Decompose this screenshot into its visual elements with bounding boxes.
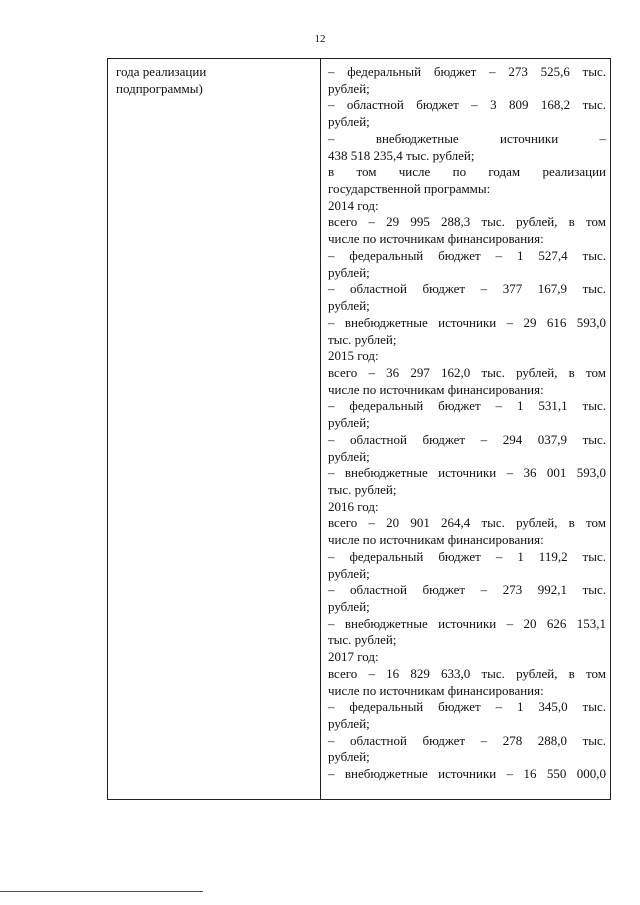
right-cell-line: рублей; [328, 80, 370, 96]
right-cell-line: – федеральный бюджет – 1 119,2 тыс. [328, 548, 606, 564]
right-cell-line: всего – 20 901 264,4 тыс. рублей, в том [328, 515, 606, 531]
right-cell-line: рублей; [328, 448, 370, 464]
right-cell-line: – областной бюджет – 294 037,9 тыс. [328, 431, 606, 447]
right-cell-line: рублей; [328, 716, 370, 732]
right-cell-line: числе по источникам финансирования: [328, 231, 544, 247]
page-number: 12 [314, 33, 326, 45]
right-cell-line: – внебюджетные источники – 29 616 593,0 [328, 314, 606, 330]
right-cell-line: тыс. рублей; [328, 481, 397, 497]
right-cell-line: 2016 год: [328, 498, 379, 514]
right-cell-line: рублей; [328, 298, 370, 314]
right-cell-line: – внебюджетные источники – 20 626 153,1 [328, 615, 606, 631]
right-cell-line: рублей; [328, 749, 370, 765]
right-cell-line: всего – 29 995 288,3 тыс. рублей, в том [328, 214, 606, 230]
funding-table [107, 58, 611, 800]
right-cell-line: 2014 год: [328, 197, 379, 213]
right-cell-line: 2017 год: [328, 649, 379, 665]
right-cell-line: рублей; [328, 565, 370, 581]
right-cell-line: рублей; [328, 114, 370, 130]
right-cell-line: тыс. рублей; [328, 331, 397, 347]
right-cell-line: – внебюджетные источники – 36 001 593,0 [328, 465, 606, 481]
right-cell-line: государственной программы: [328, 181, 491, 197]
table-left-cell [116, 64, 311, 97]
right-cell-line: числе по источникам финансирования: [328, 381, 544, 397]
right-cell-line: 2015 год: [328, 348, 379, 364]
right-cell-line: – областной бюджет – 3 809 168,2 тыс. [328, 97, 606, 113]
right-cell-line: рублей; [328, 264, 370, 280]
left-cell-line: года реализации [116, 64, 207, 79]
right-cell-line: – федеральный бюджет – 1 345,0 тыс. [328, 699, 606, 715]
right-cell-line: – федеральный бюджет – 1 527,4 тыс. [328, 247, 606, 263]
right-cell-line: – областной бюджет – 278 288,0 тыс. [328, 732, 606, 748]
right-cell-line: числе по источникам финансирования: [328, 682, 544, 698]
right-cell-line: в том числе по годам реализации [328, 164, 606, 180]
right-cell-line: всего – 36 297 162,0 тыс. рублей, в том [328, 364, 606, 380]
right-cell-line: всего – 16 829 633,0 тыс. рублей, в том [328, 665, 606, 681]
right-cell-line: рублей; [328, 599, 370, 614]
right-cell-line: числе по источникам финансирования: [328, 532, 544, 548]
table-right-cell [328, 64, 606, 783]
column-divider [320, 59, 321, 799]
right-cell-line: – внебюджетные источники – 16 550 000,0 [328, 766, 606, 782]
right-cell-line: – областной бюджет – 273 992,1 тыс. [328, 582, 606, 598]
right-cell-line: тыс. рублей; [328, 632, 397, 648]
right-cell-line: – федеральный бюджет – 1 531,1 тыс. [328, 398, 606, 414]
left-cell-line: подпрограммы) [116, 80, 203, 96]
right-cell-line: – областной бюджет – 377 167,9 тыс. [328, 281, 606, 297]
right-cell-line: 438 518 235,4 тыс. рублей; [328, 147, 475, 163]
footer-rule [0, 891, 203, 892]
right-cell-line: – федеральный бюджет – 273 525,6 тыс. [328, 64, 606, 79]
right-cell-line: рублей; [328, 415, 370, 431]
right-cell-line: – внебюджетные источники – [328, 130, 606, 146]
